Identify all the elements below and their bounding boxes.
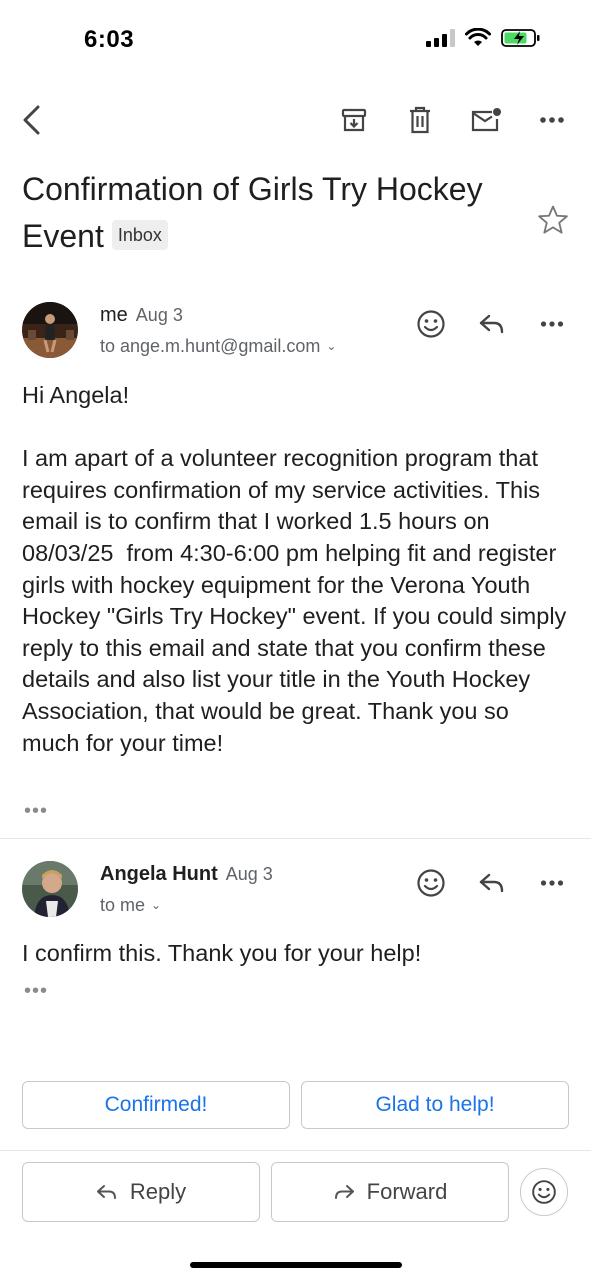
add-reaction-button[interactable]	[409, 302, 453, 346]
emoji-reaction-button[interactable]	[520, 1168, 568, 1216]
reply-icon	[96, 1183, 118, 1201]
recipient-details[interactable]: to me ⌄	[100, 895, 162, 915]
more-options-button[interactable]	[528, 96, 576, 144]
inbox-label-chip[interactable]: Inbox	[112, 220, 168, 250]
emoji-icon	[416, 309, 446, 339]
mark-unread-button[interactable]	[462, 96, 510, 144]
emoji-icon	[531, 1179, 557, 1205]
message-more-button[interactable]	[530, 861, 574, 905]
archive-button[interactable]	[330, 96, 378, 144]
avatar[interactable]	[22, 861, 78, 917]
message-date: Aug 3	[225, 864, 273, 884]
more-icon	[540, 320, 564, 328]
trash-icon	[408, 106, 432, 134]
email-subject	[22, 166, 522, 260]
home-indicator[interactable]	[190, 1262, 402, 1268]
add-reaction-button[interactable]	[409, 861, 453, 905]
message-body: Hi Angela! I am apart of a volunteer recognition program that requires confirmation of my service activities. This email is to confirm that I worked 1.5 hours on 08/03/25 from 4:30-6:00 pm helping fit and register girls with hockey equipment for the Verona Youth Hockey "Girls Try Hockey" event. If you could simply reply to this email and state that you confirm these details and also list your title in the Youth Hockey Association, that would be great. Thank you so much for your time!	[22, 382, 567, 756]
reply-button-label: Reply	[129, 1179, 187, 1204]
avatar[interactable]	[22, 302, 78, 358]
reply-icon	[478, 312, 506, 336]
recipient-details[interactable]: to ange.m.hunt@gmail.com ⌄	[100, 336, 337, 356]
message-body: I confirm this. Thank you for your help!	[22, 940, 422, 966]
archive-icon	[341, 107, 367, 133]
chevron-down-icon: ⌄	[326, 339, 337, 353]
reply-icon	[478, 871, 506, 895]
emoji-icon	[416, 868, 446, 898]
smart-reply-confirmed[interactable]: Confirmed!	[22, 1081, 290, 1129]
message-divider	[0, 838, 591, 839]
message-more-button[interactable]	[530, 302, 574, 346]
wifi-icon	[465, 28, 491, 48]
chevron-down-icon: ⌄	[151, 898, 162, 912]
show-trimmed-content-button[interactable]: •••	[24, 980, 49, 1002]
status-time: 6:03	[84, 26, 135, 53]
reply-button[interactable]	[22, 1162, 260, 1222]
back-button[interactable]	[8, 96, 56, 144]
footer-divider	[0, 1150, 591, 1151]
sender-name: Angela Hunt Aug 3	[100, 863, 273, 885]
forward-button-label: Forward	[366, 1179, 448, 1204]
reply-message-button[interactable]	[470, 861, 514, 905]
forward-icon	[333, 1183, 355, 1201]
star-button[interactable]	[536, 203, 570, 237]
subject-title: Confirmation of Girls Try Hockey Event	[22, 171, 483, 254]
more-icon	[540, 879, 564, 887]
delete-button[interactable]	[396, 96, 444, 144]
status-icons	[426, 28, 541, 48]
message-date: Aug 3	[135, 305, 183, 325]
battery-icon	[501, 28, 541, 48]
signal-icon	[426, 29, 455, 47]
back-arrow-icon	[20, 104, 44, 136]
smart-reply-glad-to-help[interactable]: Glad to help!	[301, 1081, 569, 1129]
mark-unread-icon	[470, 107, 502, 133]
status-bar	[0, 0, 591, 80]
message-header[interactable]	[0, 861, 591, 931]
message-header[interactable]	[0, 302, 591, 372]
toolbar	[0, 96, 591, 144]
sender-name: me Aug 3	[100, 304, 183, 326]
forward-button[interactable]	[271, 1162, 509, 1222]
show-trimmed-content-button[interactable]: •••	[24, 800, 49, 822]
reply-message-button[interactable]	[470, 302, 514, 346]
more-icon	[539, 116, 565, 124]
star-icon	[536, 203, 570, 237]
